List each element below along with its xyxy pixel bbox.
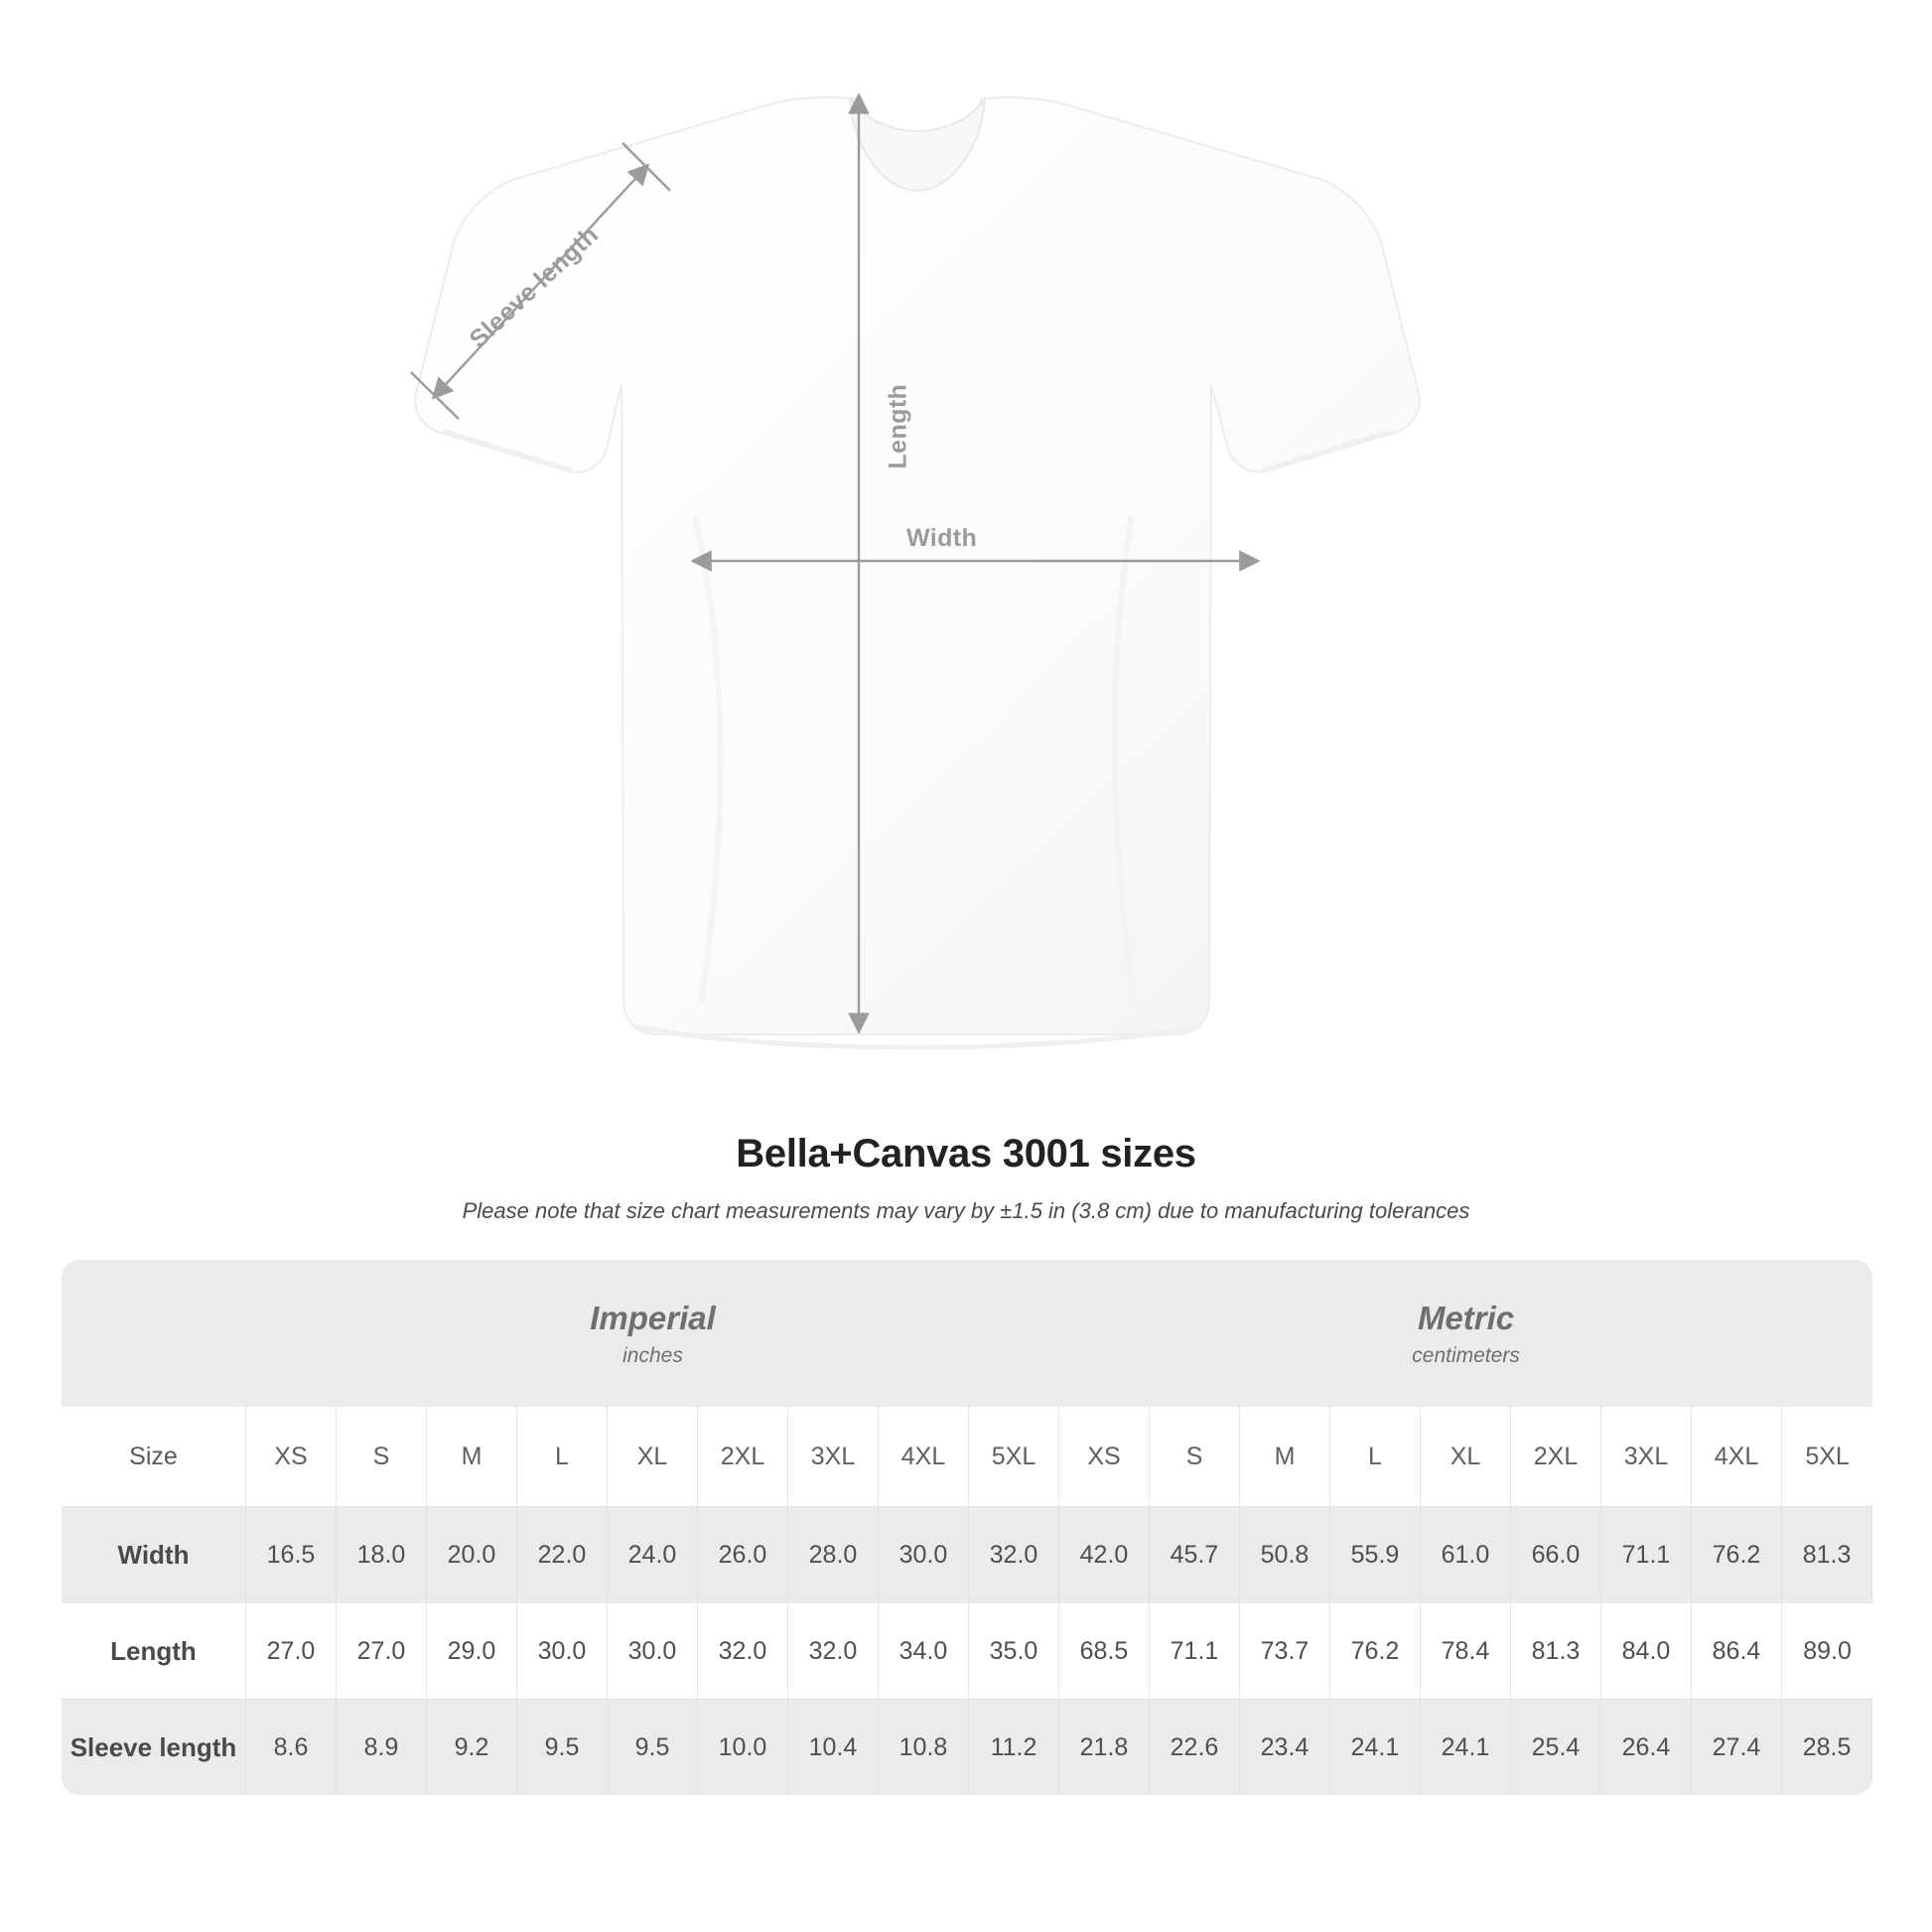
table-cell: 24.1 <box>1330 1699 1421 1795</box>
table-cell: 71.1 <box>1601 1506 1692 1602</box>
column-header-cell: 4XL <box>1692 1407 1782 1506</box>
table-cell: 66.0 <box>1511 1506 1601 1602</box>
label-width: Width <box>906 524 978 552</box>
table-cell: 32.0 <box>969 1506 1059 1602</box>
unit-header-spacer <box>62 1260 246 1407</box>
table-row <box>62 1602 1872 1699</box>
row-header-cell: Sleeve length <box>62 1699 246 1795</box>
column-header-cell: XL <box>608 1407 698 1506</box>
table-cell: 8.6 <box>246 1699 337 1795</box>
table-cell: 27.0 <box>246 1602 337 1699</box>
table-cell: 71.1 <box>1150 1602 1240 1699</box>
table-unit-header-row <box>62 1260 1872 1407</box>
unit-name: Metric <box>1417 1300 1515 1337</box>
column-header-cell: XS <box>246 1407 337 1506</box>
table-cell: 11.2 <box>969 1699 1059 1795</box>
table-cell: 73.7 <box>1240 1602 1330 1699</box>
table-cell: 30.0 <box>879 1506 969 1602</box>
table-cell: 35.0 <box>969 1602 1059 1699</box>
table-cell: 20.0 <box>427 1506 517 1602</box>
table-cell: 30.0 <box>608 1602 698 1699</box>
column-header-cell: XS <box>1059 1407 1150 1506</box>
table-cell: 78.4 <box>1421 1602 1511 1699</box>
table-cell: 9.5 <box>608 1699 698 1795</box>
table-cell: 34.0 <box>879 1602 969 1699</box>
label-sleeve-length: Sleeve length <box>464 220 605 354</box>
column-header-cell: M <box>427 1407 517 1506</box>
table-cell: 9.2 <box>427 1699 517 1795</box>
table-cell: 23.4 <box>1240 1699 1330 1795</box>
table-cell: 27.4 <box>1692 1699 1782 1795</box>
column-header-cell: XL <box>1421 1407 1511 1506</box>
table-cell: 22.0 <box>517 1506 608 1602</box>
table-cell: 81.3 <box>1782 1506 1872 1602</box>
table-cell: 10.0 <box>698 1699 788 1795</box>
table-cell: 24.0 <box>608 1506 698 1602</box>
table-cell: 30.0 <box>517 1602 608 1699</box>
table-cell: 76.2 <box>1330 1602 1421 1699</box>
table-cell: 84.0 <box>1601 1602 1692 1699</box>
table-cell: 55.9 <box>1330 1506 1421 1602</box>
column-header-cell: M <box>1240 1407 1330 1506</box>
row-header-cell: Length <box>62 1602 246 1699</box>
column-header-cell: 3XL <box>1601 1407 1692 1506</box>
row-header-cell: Width <box>62 1506 246 1602</box>
table-cell: 26.0 <box>698 1506 788 1602</box>
column-header-cell: 5XL <box>1782 1407 1872 1506</box>
table-cell: 10.8 <box>879 1699 969 1795</box>
table-cell: 89.0 <box>1782 1602 1872 1699</box>
table-cell: 86.4 <box>1692 1602 1782 1699</box>
table-cell: 10.4 <box>788 1699 879 1795</box>
column-header-size: Size <box>62 1407 246 1506</box>
table-cell: 24.1 <box>1421 1699 1511 1795</box>
table-cell: 27.0 <box>337 1602 427 1699</box>
label-length: Length <box>884 383 912 470</box>
unit-header-imperial <box>246 1260 1059 1407</box>
column-header-cell: S <box>1150 1407 1240 1506</box>
table-cell: 26.4 <box>1601 1699 1692 1795</box>
table-cell: 81.3 <box>1511 1602 1601 1699</box>
size-table <box>62 1260 1872 1795</box>
table-cell: 32.0 <box>698 1602 788 1699</box>
table-cell: 8.9 <box>337 1699 427 1795</box>
page-title: Bella+Canvas 3001 sizes <box>736 1132 1196 1175</box>
column-header-cell: 2XL <box>698 1407 788 1506</box>
title-block <box>0 1132 1932 1224</box>
column-header-cell: L <box>1330 1407 1421 1506</box>
table-cell: 61.0 <box>1421 1506 1511 1602</box>
table-cell: 16.5 <box>246 1506 337 1602</box>
column-header-cell: 4XL <box>879 1407 969 1506</box>
table-cell: 50.8 <box>1240 1506 1330 1602</box>
column-header-cell: L <box>517 1407 608 1506</box>
unit-header-metric <box>1059 1260 1872 1407</box>
column-header-cell: 2XL <box>1511 1407 1601 1506</box>
table-cell: 28.0 <box>788 1506 879 1602</box>
table-cell: 76.2 <box>1692 1506 1782 1602</box>
table-cell: 21.8 <box>1059 1699 1150 1795</box>
unit-sublabel: inches <box>622 1343 683 1367</box>
table-cell: 45.7 <box>1150 1506 1240 1602</box>
table-cell: 9.5 <box>517 1699 608 1795</box>
table-cell: 18.0 <box>337 1506 427 1602</box>
table-row <box>62 1506 1872 1602</box>
table-cell: 28.5 <box>1782 1699 1872 1795</box>
unit-sublabel: centimeters <box>1412 1343 1520 1367</box>
table-cell: 29.0 <box>427 1602 517 1699</box>
table-cell: 68.5 <box>1059 1602 1150 1699</box>
table-row <box>62 1699 1872 1795</box>
table-cell: 25.4 <box>1511 1699 1601 1795</box>
column-header-cell: 3XL <box>788 1407 879 1506</box>
table-cell: 42.0 <box>1059 1506 1150 1602</box>
size-table-wrap <box>62 1260 1870 1795</box>
tolerance-note: Please note that size chart measurements may vary by ±1.5 in (3.8 cm) due to manufacturing tolerances <box>462 1198 1470 1223</box>
column-header-cell: 5XL <box>969 1407 1059 1506</box>
table-size-header-row <box>62 1407 1872 1506</box>
column-header-cell: S <box>337 1407 427 1506</box>
unit-name: Imperial <box>590 1300 716 1337</box>
table-cell: 22.6 <box>1150 1699 1240 1795</box>
table-cell: 32.0 <box>788 1602 879 1699</box>
